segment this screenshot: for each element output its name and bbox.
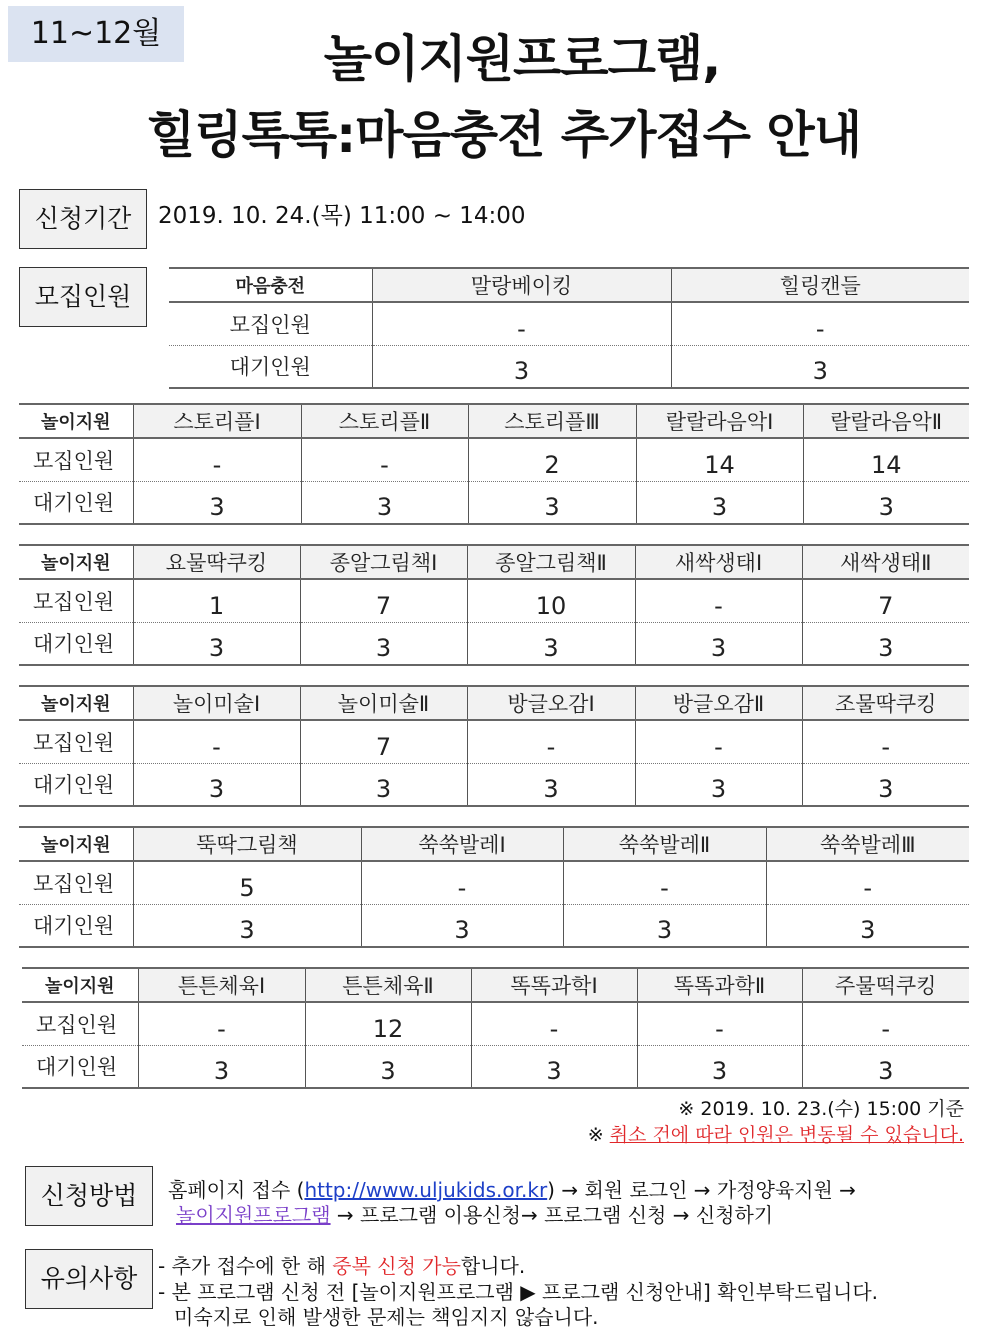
program-name: 스토리플Ⅰ bbox=[133, 404, 301, 438]
change-note-prefix: ※ bbox=[587, 1124, 610, 1146]
recruit-count: - bbox=[766, 861, 969, 904]
program-name: 힐링캔들 bbox=[671, 268, 969, 302]
recruit-count: 7 bbox=[300, 720, 467, 763]
wait-count: 3 bbox=[766, 904, 969, 947]
healing-corner-label: 마음충전 bbox=[169, 268, 372, 302]
row-label-recruit: 모집인원 bbox=[33, 730, 115, 755]
play-table-1 bbox=[19, 403, 969, 525]
wait-count: 3 bbox=[802, 763, 969, 806]
wait-count: 3 bbox=[300, 622, 467, 665]
row-label-wait: 대기인원 bbox=[33, 632, 115, 657]
recruit-count: 14 bbox=[803, 438, 969, 481]
wait-count: 3 bbox=[471, 1045, 637, 1088]
program-name: 똑똑과학Ⅱ bbox=[637, 968, 802, 1002]
page-title-line1: 놀이지원프로그램, bbox=[323, 30, 721, 88]
program-name: 놀이미술Ⅰ bbox=[133, 686, 300, 720]
row-label-wait: 대기인원 bbox=[36, 1055, 118, 1080]
notice-highlight: 중복 신청 가능 bbox=[332, 1254, 461, 1278]
play-table-4 bbox=[19, 826, 969, 948]
recruit-count: - bbox=[637, 1002, 802, 1045]
wait-count: 3 bbox=[467, 622, 635, 665]
row-label-wait: 대기인원 bbox=[33, 914, 115, 939]
method-line-1 bbox=[168, 1176, 856, 1204]
program-name: 똑똑과학Ⅰ bbox=[471, 968, 637, 1002]
recruit-count: - bbox=[563, 861, 766, 904]
program-name: 쑥쑥발레Ⅲ bbox=[766, 827, 969, 861]
wait-count: 3 bbox=[133, 622, 300, 665]
program-name: 놀이미술Ⅱ bbox=[300, 686, 467, 720]
month-badge: 11~12월 bbox=[8, 6, 184, 62]
row-label-recruit: 모집인원 bbox=[33, 871, 115, 896]
wait-count: 3 bbox=[468, 481, 636, 524]
recruit-count: - bbox=[671, 302, 969, 345]
wait-count: 3 bbox=[635, 763, 802, 806]
program-name: 새싹생태Ⅱ bbox=[802, 545, 969, 579]
method-line-2 bbox=[176, 1201, 773, 1229]
recruit-count: - bbox=[372, 302, 671, 345]
change-note bbox=[588, 1122, 964, 1148]
play-corner-label: 놀이지원 bbox=[19, 686, 133, 720]
play-corner-label: 놀이지원 bbox=[19, 404, 133, 438]
play-corner-label: 놀이지원 bbox=[22, 968, 138, 1002]
program-name: 튼튼체육Ⅱ bbox=[305, 968, 471, 1002]
row-label-wait: 대기인원 bbox=[33, 491, 115, 516]
recruit-count: - bbox=[301, 438, 468, 481]
notice-line-2: - 본 프로그램 신청 전 [놀이지원프로그램 ▶ 프로그램 신청안내] 확인부탁드립니다. bbox=[158, 1280, 879, 1304]
wait-count: 3 bbox=[301, 481, 468, 524]
play-program-link[interactable]: 놀이지원프로그램 bbox=[176, 1203, 331, 1227]
wait-count: 3 bbox=[138, 1045, 305, 1088]
play-corner-label: 놀이지원 bbox=[19, 827, 133, 861]
recruit-count: - bbox=[635, 579, 802, 622]
program-name: 랄랄라음악Ⅰ bbox=[636, 404, 803, 438]
wait-count: 3 bbox=[671, 345, 969, 388]
play-table-3 bbox=[19, 685, 969, 807]
wait-count: 3 bbox=[372, 345, 671, 388]
program-name: 종알그림책Ⅰ bbox=[300, 545, 467, 579]
wait-count: 3 bbox=[635, 622, 802, 665]
row-label-wait: 대기인원 bbox=[33, 773, 115, 798]
row-label-wait: 대기인원 bbox=[229, 355, 311, 380]
wait-count: 3 bbox=[636, 481, 803, 524]
method-text: → 프로그램 이용신청→ 프로그램 신청 → 신청하기 bbox=[330, 1203, 774, 1227]
program-name: 요물딱쿠킹 bbox=[133, 545, 300, 579]
homepage-link[interactable]: http://www.uljukids.or.kr bbox=[304, 1178, 548, 1202]
program-name: 튼튼체육Ⅰ bbox=[138, 968, 305, 1002]
wait-count: 3 bbox=[637, 1045, 802, 1088]
notice-line-1 bbox=[158, 1253, 525, 1279]
program-name: 방글오감Ⅰ bbox=[467, 686, 635, 720]
recruit-label: 모집인원 bbox=[19, 267, 147, 327]
wait-count: 3 bbox=[300, 763, 467, 806]
wait-count: 3 bbox=[133, 481, 301, 524]
wait-count: 3 bbox=[305, 1045, 471, 1088]
wait-count: 3 bbox=[133, 904, 361, 947]
recruit-count: - bbox=[471, 1002, 637, 1045]
wait-count: 3 bbox=[802, 622, 969, 665]
recruit-count: 12 bbox=[305, 1002, 471, 1045]
recruit-count: - bbox=[138, 1002, 305, 1045]
program-name: 말랑베이킹 bbox=[372, 268, 671, 302]
healing-table bbox=[169, 267, 969, 389]
play-corner-label: 놀이지원 bbox=[19, 545, 133, 579]
method-label: 신청방법 bbox=[25, 1166, 153, 1226]
program-name: 쑥쑥발레Ⅰ bbox=[361, 827, 563, 861]
change-note-text: 취소 건에 따라 인원은 변동될 수 있습니다. bbox=[609, 1124, 964, 1146]
program-name: 스토리플Ⅱ bbox=[301, 404, 468, 438]
program-name: 방글오감Ⅱ bbox=[635, 686, 802, 720]
recruit-count: 7 bbox=[300, 579, 467, 622]
recruit-count: - bbox=[802, 1002, 969, 1045]
program-name: 스토리플Ⅲ bbox=[468, 404, 636, 438]
program-name: 조물딱쿠킹 bbox=[802, 686, 969, 720]
page-title-line2: 힐링톡톡:마음충전 추가접수 안내 bbox=[146, 106, 861, 164]
program-name: 뚝딱그림책 bbox=[133, 827, 361, 861]
wait-count: 3 bbox=[803, 481, 969, 524]
recruit-count: 2 bbox=[468, 438, 636, 481]
wait-count: 3 bbox=[467, 763, 635, 806]
notice-text: 합니다. bbox=[460, 1254, 526, 1278]
recruit-count: - bbox=[635, 720, 802, 763]
row-label-recruit: 모집인원 bbox=[36, 1012, 118, 1037]
method-text: ) → 회원 로그인 → 가정양육지원 → bbox=[547, 1178, 856, 1202]
recruit-count: 5 bbox=[133, 861, 361, 904]
basis-note: ※ 2019. 10. 23.(수) 15:00 기준 bbox=[678, 1098, 964, 1120]
recruit-count: - bbox=[361, 861, 563, 904]
recruit-count: 7 bbox=[802, 579, 969, 622]
recruit-count: - bbox=[802, 720, 969, 763]
wait-count: 3 bbox=[563, 904, 766, 947]
program-name: 랄랄라음악Ⅱ bbox=[803, 404, 969, 438]
program-name: 쑥쑥발레Ⅱ bbox=[563, 827, 766, 861]
recruit-count: - bbox=[467, 720, 635, 763]
recruit-count: 14 bbox=[636, 438, 803, 481]
wait-count: 3 bbox=[361, 904, 563, 947]
notice-label: 유의사항 bbox=[25, 1249, 153, 1309]
recruit-count: - bbox=[133, 720, 300, 763]
notice-text: - 추가 접수에 한 해 bbox=[158, 1254, 333, 1278]
play-table-2 bbox=[19, 544, 969, 666]
recruit-count: 10 bbox=[467, 579, 635, 622]
method-text: 홈페이지 접수 ( bbox=[168, 1178, 305, 1202]
program-name: 종알그림책Ⅱ bbox=[467, 545, 635, 579]
row-label-recruit: 모집인원 bbox=[33, 448, 115, 473]
program-name: 주물떡쿠킹 bbox=[802, 968, 969, 1002]
row-label-recruit: 모집인원 bbox=[33, 589, 115, 614]
recruit-count: 1 bbox=[133, 579, 300, 622]
apply-period-value: 2019. 10. 24.(목) 11:00 ~ 14:00 bbox=[158, 203, 526, 229]
row-label-recruit: 모집인원 bbox=[229, 312, 311, 337]
program-name: 새싹생태Ⅰ bbox=[635, 545, 802, 579]
play-table-5 bbox=[22, 967, 969, 1089]
notice-line-3: 미숙지로 인해 발생한 문제는 책임지지 않습니다. bbox=[174, 1305, 599, 1329]
recruit-count: - bbox=[133, 438, 301, 481]
wait-count: 3 bbox=[802, 1045, 969, 1088]
apply-period-label: 신청기간 bbox=[19, 189, 147, 249]
wait-count: 3 bbox=[133, 763, 300, 806]
